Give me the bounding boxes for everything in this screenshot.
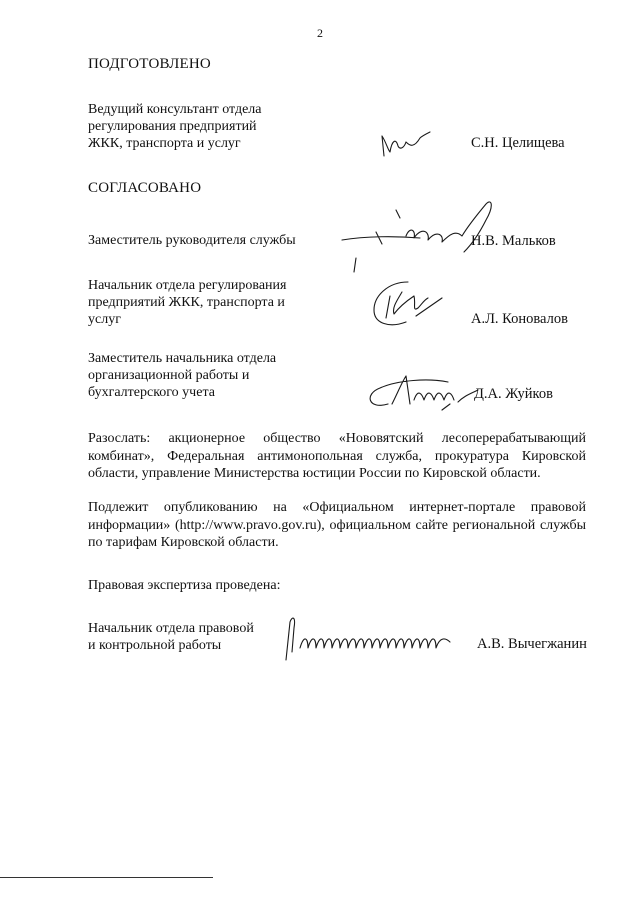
publication-paragraph: Подлежит опубликованию на «Официальном интернет-портале правовой информации» (http://www.pravo.gov.ru), официальном сайте региональной службы по тарифам Кировской области.: [88, 500, 586, 550]
signer-name: А.Л. Коновалов: [471, 311, 568, 327]
legal-review-position: Начальник отдела правовой и контрольной работы: [88, 621, 254, 653]
footnote-divider: [0, 877, 213, 878]
signer-position: Заместитель руководителя службы: [88, 233, 296, 248]
legal-review-name: А.В. Вычегжанин: [477, 636, 587, 652]
signer-name: Д.А. Жуйков: [474, 386, 553, 402]
prepared-heading: ПОДГОТОВЛЕНО: [88, 56, 211, 72]
distribution-paragraph: Разослать: акционерное общество «Нововятский лесоперерабатывающий комбинат», Федеральная антимонопольная служба, прокуратура Кировской области, управление Министерства юстиции России по Кировской области.: [88, 431, 586, 481]
signer-name: Н.В. Мальков: [471, 233, 556, 249]
signer-position: Заместитель начальника отдела организационной работы и бухгалтерского учета: [88, 351, 277, 400]
legal-review-note: Правовая экспертиза проведена:: [88, 578, 281, 593]
prepared-name: С.Н. Целищева: [471, 135, 565, 151]
agreed-heading: СОГЛАСОВАНО: [88, 180, 202, 196]
signature-tselishcheva: [376, 128, 436, 162]
prepared-position: Ведущий консультант отдела регулирования предприятий ЖКК, транспорта и услуг: [88, 102, 262, 151]
signature-vychegzhanin: [278, 608, 468, 664]
signer-position: Начальник отдела регулирования предприятий ЖКК, транспорта и услуг: [88, 278, 287, 327]
signature-konovalov: [368, 278, 448, 334]
page-number: 2: [317, 26, 323, 40]
